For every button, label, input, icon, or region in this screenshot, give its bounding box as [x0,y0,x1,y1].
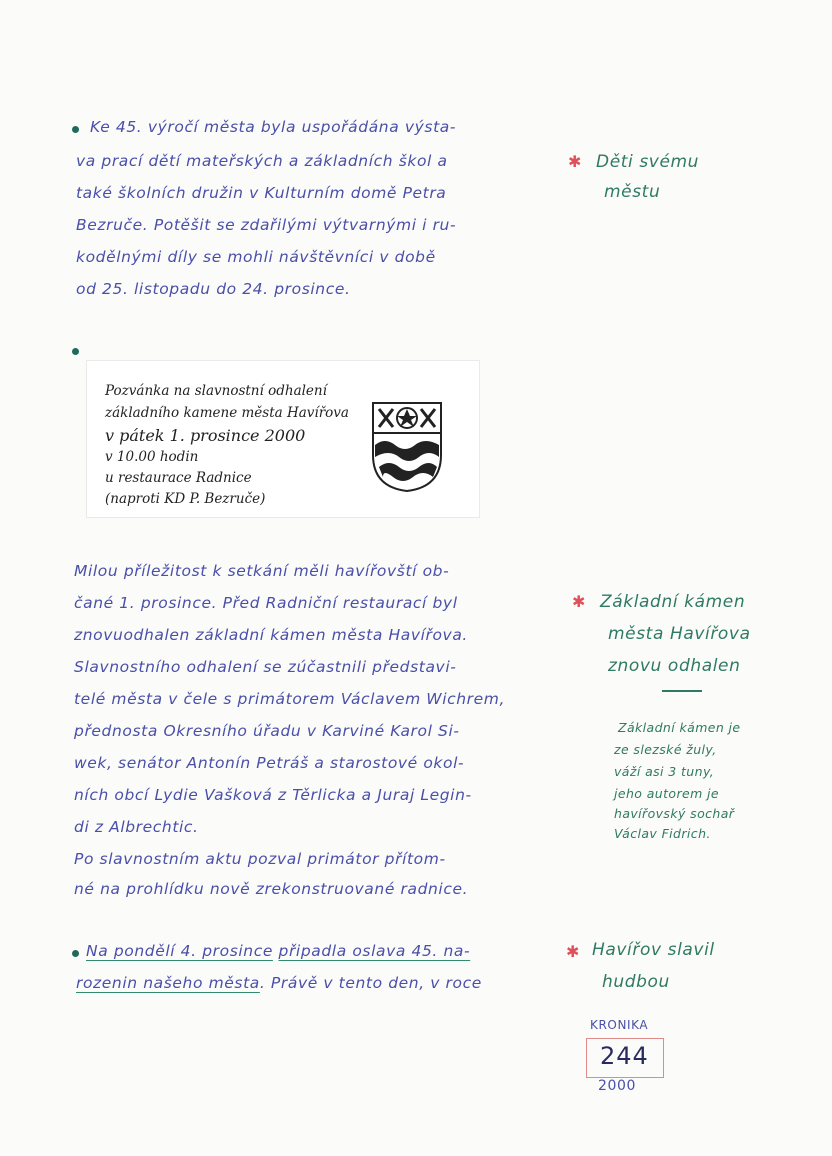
asterisk-icon: ✱ [566,942,580,961]
text-line: také školních družin v Kulturním domě Petra [76,184,447,202]
text-line: Milou příležitost k setkání měli havířovští ob- [74,562,450,580]
margin-note-title: hudbou [602,972,670,992]
underlined-phrase: rozenin našeho města [76,974,260,992]
page-number: 244 [600,1042,649,1070]
invitation-line: v pátek 1. prosince 2000 [105,426,306,445]
text-line: va prací dětí mateřských a základních škol a [76,152,448,170]
margin-note-title: Děti svému [596,152,700,172]
text-line: telé města v čele s primátorem Václavem Wichrem, [74,690,506,708]
side-note-line: Václav Fidrich. [614,826,711,841]
text-line [86,942,470,960]
text-line: ních obcí Lydie Vašková z Těrlicka a Juraj Legin- [74,786,472,804]
underlined-phrase: připadla oslava 45. na- [278,942,471,960]
text-fragment: . Právě v tento den, v roce [259,974,482,992]
text-line: Po slavnostním aktu pozval primátor přítom- [74,850,446,868]
year-label: 2000 [598,1078,637,1094]
text-line [76,974,482,992]
text-line: čané 1. prosince. Před Radniční restaurací byl [74,594,458,612]
margin-note-title: znovu odhalen [608,656,741,676]
margin-note-title: Základní kámen [600,592,746,612]
text-line: Ke 45. výročí města byla uspořádána výsta- [90,118,457,136]
kronika-label: KRONIKA [590,1018,649,1032]
side-note-line: váží asi 3 tuny, [614,764,715,779]
text-line: Slavnostního odhalení se zúčastnili představi- [74,658,457,676]
text-line: kodělnými díly se mohli návštěvníci v době [76,248,436,266]
text-line: di z Albrechtic. [74,818,199,836]
invitation-card [86,360,480,518]
text-line: wek, senátor Antonín Petráš a starostové okol- [74,754,465,772]
bullet-dot [72,348,79,355]
text-line: přednosta Okresního úřadu v Karviné Karol Si- [74,722,460,740]
text-line: né na prohlídku nově zrekonstruované radnice. [74,880,469,898]
invitation-line: u restaurace Radnice [105,470,252,486]
invitation-line: v 10.00 hodin [105,449,199,465]
text-line: znovuodhalen základní kámen města Havířova. [74,626,468,644]
side-note-line: havířovský sochař [614,806,735,821]
invitation-line: Pozvánka na slavnostní odhalení [105,383,327,399]
underlined-phrase: Na pondělí 4. prosince [86,942,273,960]
side-note-line: jeho autorem je [614,786,719,801]
bullet-dot [72,126,79,133]
divider [662,690,702,692]
margin-note-title: města Havířova [608,624,751,644]
side-note-line: Základní kámen je [618,720,741,735]
side-note-line: ze slezské žuly, [614,742,717,757]
asterisk-icon: ✱ [572,592,586,611]
margin-note-title: městu [604,182,661,202]
bullet-dot [72,950,79,957]
margin-note-title: Havířov slavil [592,940,715,960]
invitation-line: (naproti KD P. Bezruče) [105,491,266,507]
invitation-line: základního kamene města Havířova [105,405,349,421]
asterisk-icon: ✱ [568,152,582,171]
havirov-coat-of-arms-icon [371,401,443,493]
text-line: od 25. listopadu do 24. prosince. [76,280,351,298]
text-line: Bezruče. Potěšit se zdařilými výtvarnými i ru- [76,216,457,234]
